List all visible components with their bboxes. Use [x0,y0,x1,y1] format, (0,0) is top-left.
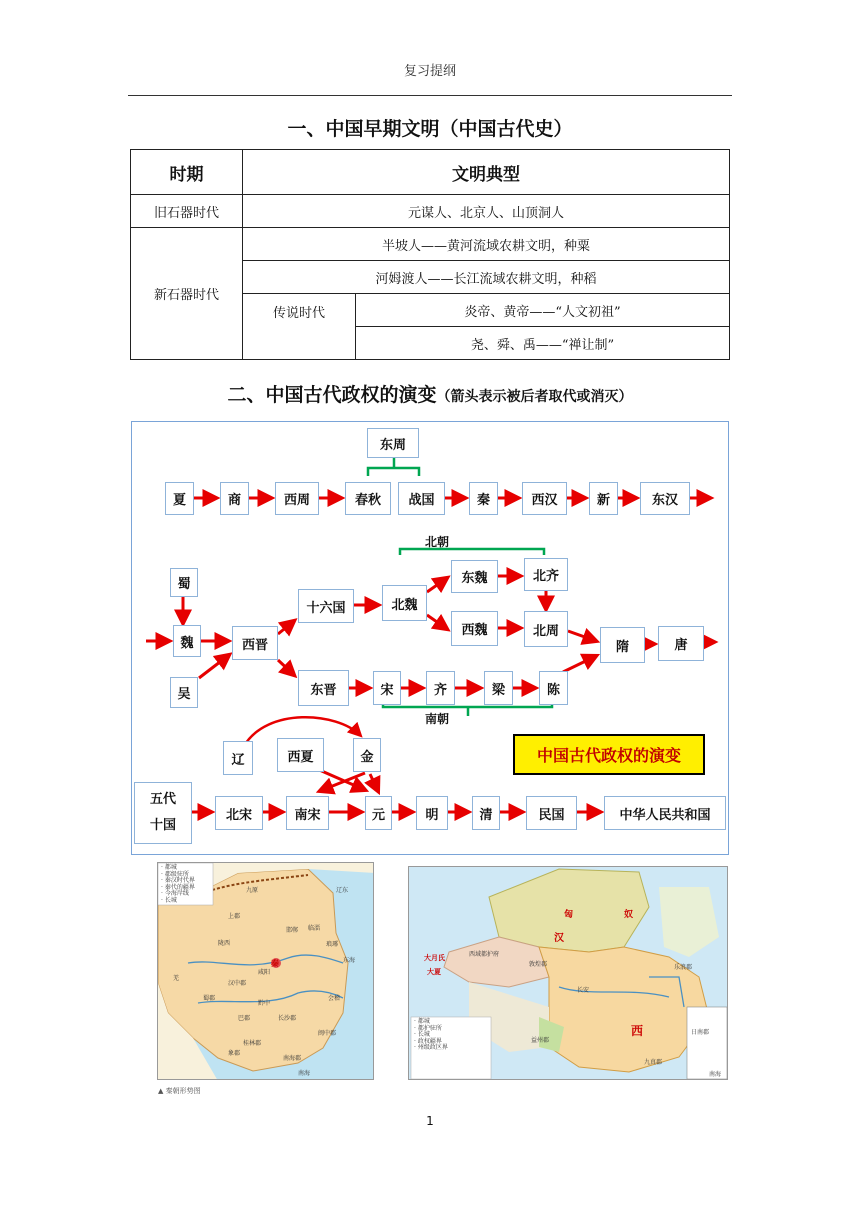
node-liao: 辽 [223,741,253,775]
col-header-civilization: 文明典型 [243,150,730,195]
page-number: 1 [426,1114,434,1128]
node-xia: 夏 [165,482,194,515]
qin-label-4: 琅琊 [326,941,339,948]
qin-label-0: 九原 [246,887,259,894]
node-xiwei: 西魏 [451,611,498,646]
neolithic-banpo: 半坡人——黄河流域农耕文明，种粟 [243,228,730,261]
node-wudai-shiguo [134,782,192,844]
node-sui: 隋 [600,627,645,663]
node-shiliuguo: 十六国 [298,589,354,623]
node-donghan: 东汉 [640,482,690,515]
qin-label-5: 咸阳 [258,969,271,976]
han-legend-item-1: · 都护驻所 [414,1024,442,1032]
qin-label-11: 会稽 [328,995,341,1002]
period-paleolithic: 旧石器时代 [131,195,243,228]
qin-legend-item-2: · 秦汉时代界 [161,877,195,884]
col-header-period: 时期 [131,150,243,195]
shiguo-label: 十国 [149,818,176,833]
node-minguo: 民国 [526,796,577,830]
qin-map-caption: ▲ 秦朝形势图 [158,1087,201,1095]
han-red-label-0: 匈 [564,910,574,920]
node-dongjin: 东晋 [298,670,349,706]
han-legend-item-3: · 政权疆界 [414,1037,442,1045]
node-beisong: 北宋 [215,796,263,830]
han-red-label-4: 大月氏 [424,954,445,962]
node-xixia: 西夏 [277,738,324,772]
legend-yan-huang: 炎帝、黄帝——“人文初祖” [356,294,730,327]
han-label-4: 九真郡 [644,1059,663,1066]
qin-label-7: 陇西 [218,940,231,947]
qin-label-16: 黔中 [258,1000,271,1007]
node-ming: 明 [416,796,448,830]
han-legend-item-2: · 长城 [414,1031,430,1038]
label-beichao: 北朝 [424,535,450,549]
header-rule [128,95,732,96]
qin-highlight: 秦 [271,959,279,968]
node-wei: 魏 [173,625,201,657]
qin-legend-item-3: · 秦代的疆界 [161,883,195,891]
qin-label-1: 上郡 [228,913,241,920]
han-dynasty-map [408,866,728,1080]
node-chunqiu: 春秋 [345,482,391,515]
han-label-2: 长安 [577,987,590,994]
node-nansong: 南宋 [286,796,329,830]
qin-label-6: 邯郸 [286,927,299,934]
section-2-note: （箭头表示被后者取代或消灭） [436,389,633,405]
han-legend-item-0: · 都城 [414,1018,430,1025]
han-label-5: 日南郡 [691,1029,710,1036]
paleolithic-value: 元谋人、北京人、山顶洞人 [243,195,730,228]
qin-label-18: 东海 [343,957,356,964]
qin-label-9: 蜀郡 [203,995,216,1002]
han-red-label-3: 西 [631,1024,644,1038]
node-liang: 梁 [484,671,513,705]
node-chen: 陈 [539,671,568,705]
period-legend: 传说时代 [243,294,356,360]
qin-dynasty-map [157,862,374,1080]
node-yuan: 元 [365,796,392,830]
node-qing: 清 [472,796,500,830]
qin-label-15: 桂林郡 [243,1040,262,1047]
node-xizhou: 西周 [275,482,319,515]
qin-label-19: 南海 [298,1070,311,1077]
qin-label-14: 象郡 [228,1050,241,1057]
node-qin: 秦 [469,482,498,515]
qin-label-10: 长沙郡 [278,1015,297,1022]
node-xijin: 西晋 [232,626,278,660]
node-prc: 中华人民共和国 [604,796,726,830]
han-map-shapes [409,867,728,1080]
han-legend-item-4: · 州级政区界 [414,1044,448,1051]
node-shu: 蜀 [170,568,198,597]
node-dongzhou: 东周 [367,428,419,458]
early-civilization-table [130,149,730,360]
qin-legend-item-1: · 郡级驻所 [161,870,189,878]
qin-label-8: 巴郡 [238,1015,251,1022]
han-red-label-1: 奴 [624,910,634,920]
qin-label-3: 临淄 [308,925,321,932]
section-1-title: 一、中国早期文明（中国古代史） [287,118,573,140]
diagram-title-box: 中国古代政权的演变 [513,734,705,775]
node-dongwei: 东魏 [451,560,498,593]
qin-label-12: 闽中郡 [318,1030,337,1037]
node-shang: 商 [220,482,249,515]
qin-label-13: 南海郡 [283,1055,302,1062]
legend-yao-shun-yu: 尧、舜、禹——“禅让制” [356,327,730,360]
han-label-1: 敦煌郡 [529,961,548,968]
neolithic-hemudu: 河姆渡人——长江流域农耕文明，种稻 [243,261,730,294]
node-wu: 吴 [170,677,198,708]
han-label-3: 益州郡 [531,1037,550,1044]
qin-legend-item-0: · 都城 [161,864,177,871]
regime-evolution-diagram [131,421,729,855]
han-label-7: 南海 [709,1071,722,1078]
qin-map-legend [161,865,195,904]
label-nanchao: 南朝 [424,712,450,726]
section-2-title-text: 二、中国古代政权的演变 [227,384,437,406]
qin-legend-item-5: · 长城 [161,896,177,904]
node-jin: 金 [353,738,381,772]
han-label-0: 西域都护府 [469,951,500,958]
node-xihan: 西汉 [522,482,567,515]
page-header: 复习提纲 [403,64,456,79]
qin-label-2: 辽东 [336,887,349,894]
node-tang: 唐 [658,626,704,661]
node-beiwei: 北魏 [382,585,427,621]
han-map-legend [414,1019,448,1052]
qin-legend-item-4: · 今海岸线 [161,890,189,897]
wudai-label: 五代 [149,792,176,807]
node-qi: 齐 [426,671,455,705]
period-neolithic: 新石器时代 [131,228,243,360]
node-zhanguo: 战国 [398,482,445,515]
han-red-label-2: 汉 [554,933,564,944]
han-label-6: 乐浪郡 [674,964,693,971]
node-song: 宋 [373,671,401,705]
qin-label-17: 汉中郡 [228,980,247,987]
node-xin: 新 [589,482,618,515]
section-2-title [0,380,860,407]
node-beiqi: 北齐 [524,558,568,591]
node-beizhou: 北周 [524,611,568,647]
han-red-label-5: 大夏 [427,968,441,976]
qin-label-20: 羌 [173,975,180,982]
